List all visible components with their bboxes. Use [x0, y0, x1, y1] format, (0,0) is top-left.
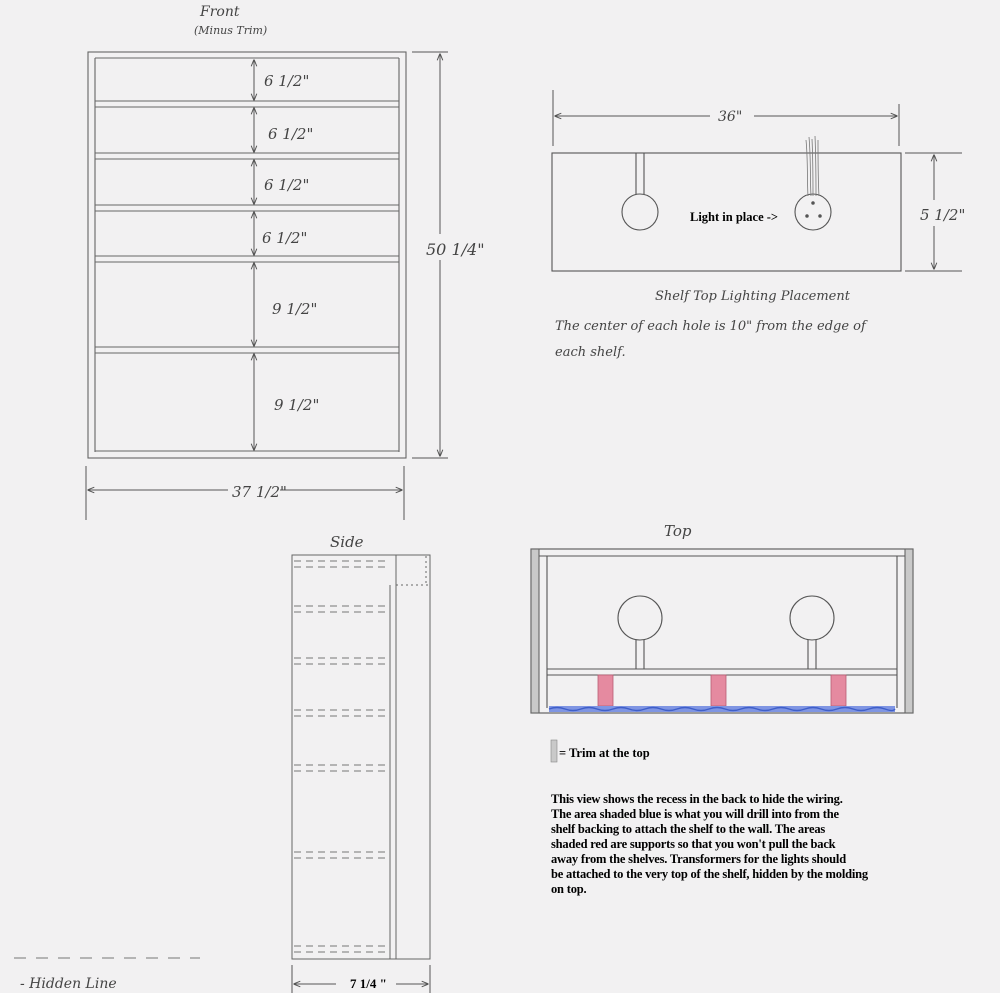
- spacing-label: 6 1/2": [268, 125, 314, 143]
- top-view: [531, 522, 913, 762]
- description-line: shaded red are supports so that you won't pull the back: [551, 837, 836, 851]
- hidden-line-label: - Hidden Line: [20, 976, 117, 992]
- description-line: This view shows the recess in the back to hide the wiring.: [551, 792, 843, 806]
- trim-legend-swatch: [551, 740, 557, 762]
- description-line: shelf backing to attach the shelf to the wall. The areas: [551, 822, 826, 836]
- front-spacing-labels: [262, 72, 319, 414]
- front-subtitle: (Minus Trim): [194, 24, 268, 37]
- support-block: [711, 675, 726, 706]
- front-shelf-boards: [95, 101, 399, 353]
- description-line: The area shaded blue is what you will drill into from the: [551, 807, 839, 821]
- top-title: Top: [664, 522, 692, 540]
- top-view-description: [551, 792, 951, 897]
- front-view: [86, 4, 485, 520]
- shelf-board: [95, 153, 399, 159]
- shelf-board: [95, 256, 399, 262]
- spacing-label: 6 1/2": [262, 229, 308, 247]
- spacing-label: 9 1/2": [274, 396, 320, 414]
- support-block: [598, 675, 613, 706]
- shelf-board: [95, 205, 399, 211]
- shelf-top-title: Shelf Top Lighting Placement: [655, 289, 850, 304]
- trim-legend-label: = Trim at the top: [559, 746, 650, 760]
- shelf-top-lighting-view: [552, 90, 965, 360]
- support-block: [831, 675, 846, 706]
- trim-left: [531, 549, 539, 713]
- light-in-place-label: Light in place ->: [690, 210, 779, 224]
- side-hidden-shelves: [294, 561, 390, 952]
- description-line: away from the shelves. Transformers for the lights should: [551, 852, 846, 866]
- side-title: Side: [330, 533, 364, 551]
- shelf-top-note-line1: The center of each hole is 10" from the edge of: [555, 319, 866, 334]
- side-depth-label: 7 1/4 ": [350, 976, 387, 991]
- light-hole: [622, 194, 658, 230]
- spacing-label: 9 1/2": [272, 300, 318, 318]
- side-outline: [292, 555, 430, 959]
- spacing-label: 6 1/2": [264, 176, 310, 194]
- spacing-label: 6 1/2": [264, 72, 310, 90]
- light-hole: [790, 596, 834, 640]
- light-hole: [618, 596, 662, 640]
- shelf-top-width-label: 36": [718, 109, 743, 125]
- shelf-board: [95, 347, 399, 353]
- description-line: on top.: [551, 882, 587, 896]
- light-wires: [806, 136, 819, 196]
- light-fixture: [795, 194, 831, 230]
- front-height-label: 50 1/4": [426, 240, 485, 259]
- front-width-label: 37 1/2": [232, 483, 287, 501]
- hidden-line-legend: [14, 958, 200, 992]
- shelf-top-note-line2: each shelf.: [555, 345, 626, 360]
- recess-shading-blue: [549, 706, 895, 712]
- bookcase-front-frame: [88, 52, 406, 458]
- trim-right: [905, 549, 913, 713]
- support-blocks-red: [598, 675, 846, 706]
- description-line: be attached to the very top of the shelf, hidden by the molding: [551, 867, 868, 881]
- shelf-top-depth-label: 5 1/2": [920, 206, 966, 224]
- side-view: [292, 533, 430, 993]
- shelf-board: [95, 101, 399, 107]
- front-title: Front: [200, 4, 240, 20]
